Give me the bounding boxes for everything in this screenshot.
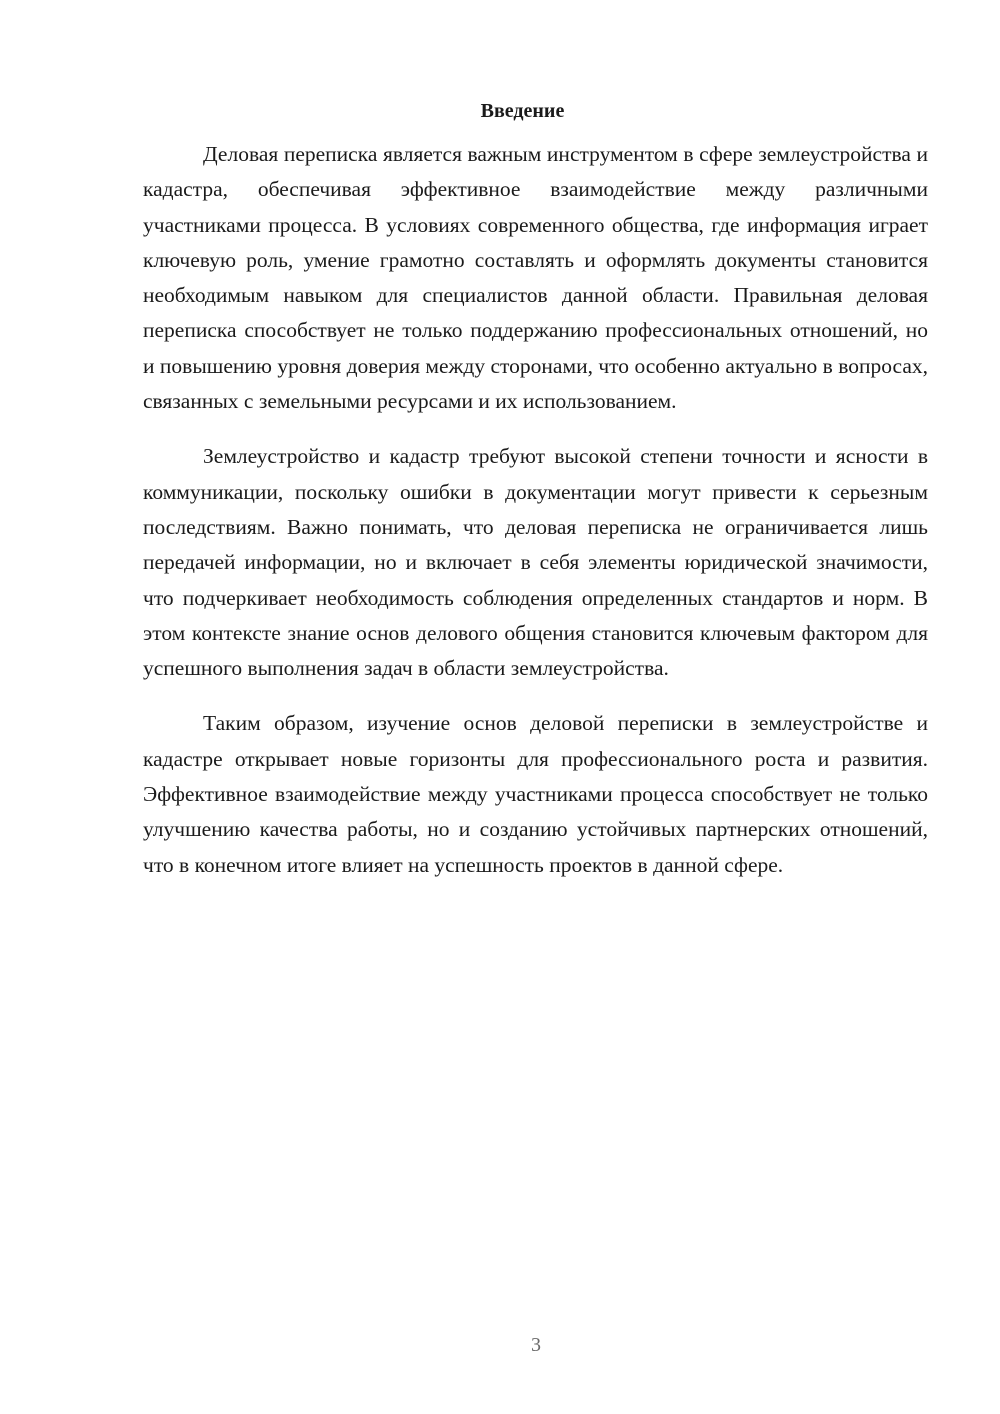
document-page [143, 96, 928, 883]
paragraph-2: Землеустройство и кадастр требуют высокой степени точности и ясности в коммуникации, поскольку ошибки в документации могут привести к серьезным последствиям. Важно понимать, что деловая переписка не ограничивается лишь передачей информации, но и включает в себя элементы юридической значимости, что подчеркивает необходимость соблюдения определенных стандартов и норм. В этом контексте знание основ делового общения становится ключевым фактором для успешного выполнения задач в области землеустройства. [143, 444, 928, 681]
paragraph-1: Деловая переписка является важным инструментом в сфере землеустройства и кадастра, обеспечивая эффективное взаимодействие между различными участниками процесса. В условиях современного общества, где информация играет ключевую роль, умение грамотно составлять и оформлять документы становится необходимым навыком для специалистов данной области. Правильная деловая переписка способствует не только поддержанию профессиональных отношений, но и повышению уровня доверия между сторонами, что особенно актуально в вопросах, связанных с земельными ресурсами и их использованием. [143, 142, 928, 414]
section-title: Введение [480, 100, 565, 122]
page-number: 3 [531, 1334, 541, 1356]
paragraph-3: Таким образом, изучение основ деловой переписки в землеустройстве и кадастре открывает новые горизонты для профессионального роста и развития. Эффективное взаимодействие между участниками процесса способствует не только улучшению качества работы, но и созданию устойчивых партнерских отношений, что в конечном итоге влияет на успешность проектов в данной сфере. [143, 711, 928, 877]
